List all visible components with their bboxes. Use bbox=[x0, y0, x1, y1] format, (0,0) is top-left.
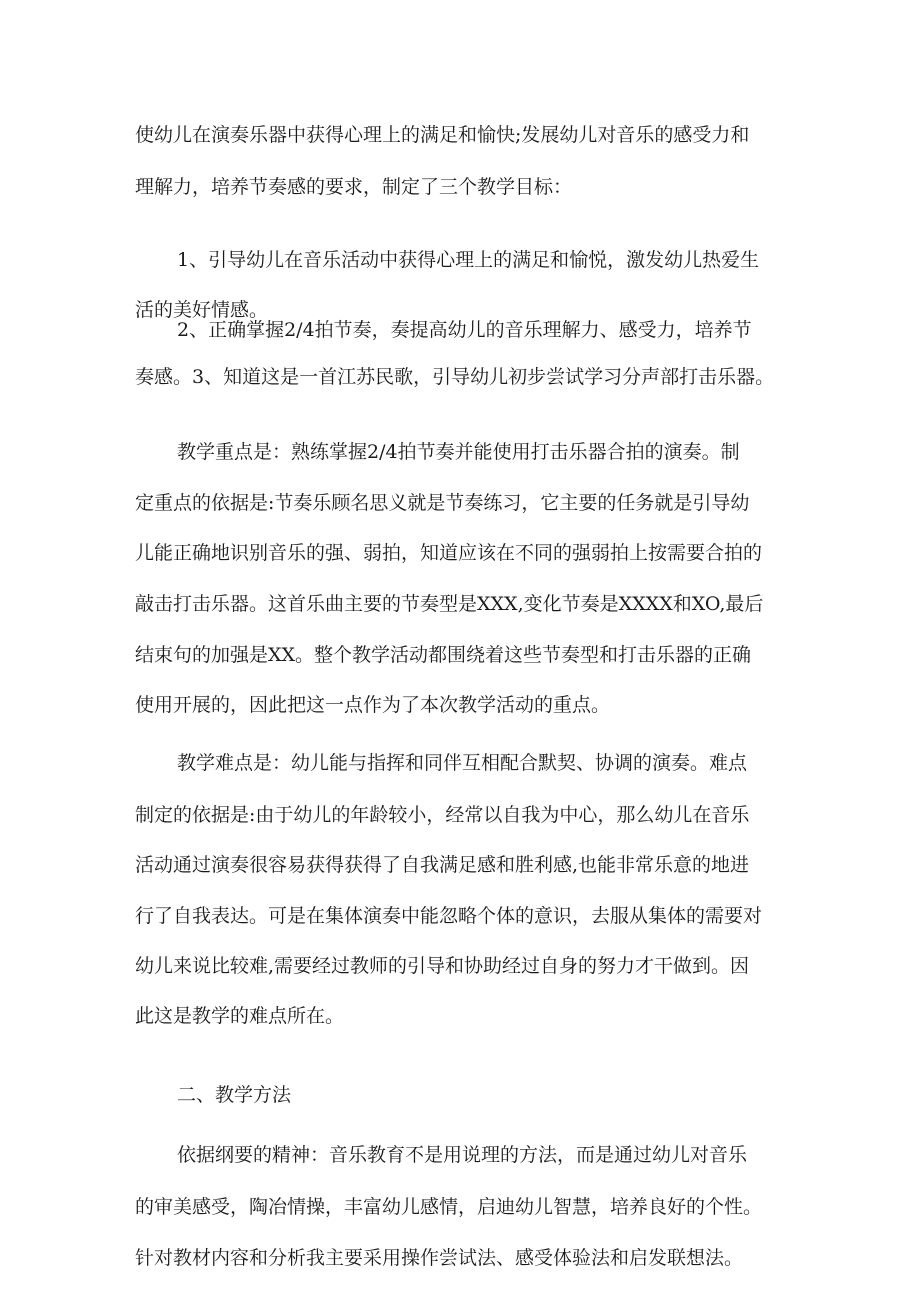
text-line: 针对教材内容和分析我主要采用操作尝试法、感受体验法和启发联想法。 bbox=[135, 1247, 744, 1269]
text-line: 教学重点是：熟练掌握2/4拍节奏并能使用打击乐器合拍的演奏。制 bbox=[177, 441, 740, 463]
text-line: 2、正确掌握2/4拍节奏，奏提高幼儿的音乐理解力、感受力，培养节 bbox=[177, 319, 752, 341]
text-line: 结束句的加强是XX。整个教学活动都围绕着这些节奏型和打击乐器的正确 bbox=[135, 644, 752, 666]
text-line: 制定的依据是:由于幼儿的年龄较小，经常以自我为中心，那么幼儿在音乐 bbox=[135, 804, 750, 826]
text-line: 1、引导幼儿在音乐活动中获得心理上的满足和愉悦，激发幼儿热爱生 bbox=[177, 249, 760, 271]
text-line: 的审美感受，陶冶情操，丰富幼儿感情，启迪幼儿智慧，培养良好的个性。 bbox=[135, 1196, 763, 1218]
text-line: 教学难点是：幼儿能与指挥和同伴互相配合默契、协调的演奏。难点 bbox=[177, 752, 748, 774]
text-line: 幼儿来说比较难,需要经过教师的引导和协助经过自身的努力才干做到。因 bbox=[135, 955, 750, 977]
text-line: 此这是教学的难点所在。 bbox=[135, 1005, 345, 1027]
text-line: 儿能正确地识别音乐的强、弱拍，知道应该在不同的强弱拍上按需要合拍的 bbox=[135, 542, 763, 564]
text-line: 敲击打击乐器。这首乐曲主要的节奏型是XXX,变化节奏是XXXX和XO,最后 bbox=[135, 593, 764, 615]
text-line: 活动通过演奏很容易获得获得了自我满足感和胜利感,也能非常乐意的地进 bbox=[135, 854, 750, 876]
text-line: 行了自我表达。可是在集体演奏中能忽略个体的意识，去服从集体的需要对 bbox=[135, 905, 763, 927]
text-line: 理解力，培养节奏感的要求，制定了三个教学目标： bbox=[135, 176, 573, 198]
text-line: 使用开展的，因此把这一点作为了本次教学活动的重点。 bbox=[135, 694, 611, 716]
text-line: 定重点的依据是:节奏乐顾名思义就是节奏练习，它主要的任务就是引导幼 bbox=[135, 492, 750, 514]
text-line: 依据纲要的精神：音乐教育不是用说理的方法，而是通过幼儿对音乐 bbox=[177, 1144, 748, 1166]
text-line: 活的美好情感。 bbox=[135, 299, 269, 321]
text-line: 使幼儿在演奏乐器中获得心理上的满足和愉快;发展幼儿对音乐的感受力和 bbox=[135, 124, 750, 146]
text-line: 二、教学方法 bbox=[177, 1084, 292, 1106]
text-line: 奏感。3、知道这是一首江苏民歌，引导幼儿初步尝试学习分声部打击乐器。 bbox=[135, 366, 775, 388]
